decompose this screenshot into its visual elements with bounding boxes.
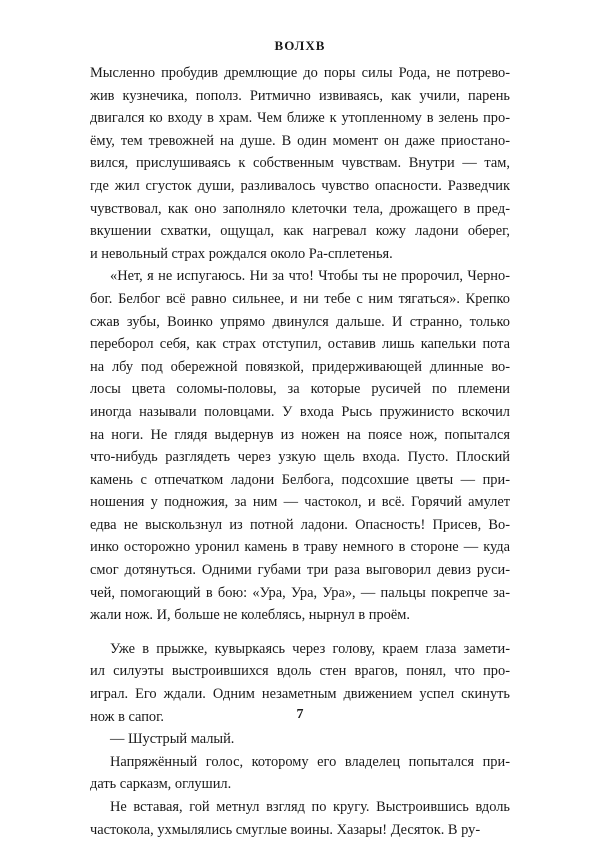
text-line: Не вставая, гой метнул взгляд по кругу. Выстроившись вдоль xyxy=(110,799,510,815)
text-line: где жил сгусток души, разливалось чувство опасности. Разведчик xyxy=(90,177,510,194)
text-line: «Нет, я не испугаюсь. Ни за что! Чтобы ты не пророчил, Черно- xyxy=(110,268,510,285)
text-line: ношения у подножия, за ним — частокол, и всё. Горячий амулет xyxy=(90,494,510,511)
text-line: двигался ко входу в храм. Чем ближе к утопленному в зелень про- xyxy=(90,110,510,127)
text-line: ёму, тем тревожней на душе. В один момент он даже приостано- xyxy=(90,132,510,149)
paragraph xyxy=(90,62,510,265)
text-line: камень с отпечатком ладони Белбога, подсохшие цветы — при- xyxy=(90,471,510,488)
text-line: чей, помогающий в бою: «Ура, Ура, Ура», — пальцы покрепче за- xyxy=(90,584,510,601)
text-line: дать сарказм, оглушил. xyxy=(90,776,232,793)
text-line: смог дотянуться. Одними губами три раза выговорил девиз руси- xyxy=(90,562,510,579)
text-line: частокола, ухмылялись смуглые воины. Хазары! Десяток. В ру- xyxy=(90,821,481,838)
text-line: инко осторожно уронил камень в траву немного в стороне — куда xyxy=(90,539,510,556)
text-line: бог. Белбог всё равно сильнее, и ни тебе с ним тягаться». Крепко xyxy=(90,290,510,307)
text-line: что-нибудь разглядеть через узкую щель входа. Пусто. Плоский xyxy=(90,449,510,466)
text-line: играл. Его ждали. Одним незаметным движением успел скинуть xyxy=(90,686,510,703)
text-line: едва не выскользнул из потной ладони. Опасность! Присев, Во- xyxy=(90,516,510,533)
text-line: — Шустрый малый. xyxy=(110,731,235,748)
page-number: 7 xyxy=(296,707,304,722)
text-line: Уже в прыжке, кувыркаясь через голову, краем глаза замети- xyxy=(110,640,510,657)
paragraph-gap xyxy=(90,627,510,638)
text-line: вился, прислушиваясь к собственным чувствам. Внутри — там, xyxy=(90,155,510,172)
text-line: и невольный страх рождался около Ра-сплетенья. xyxy=(90,245,393,262)
text-line: на ноги. Не глядя выдернув из ножен на поясе нож, попытался xyxy=(90,426,510,443)
text-line: переборол себя, как страх отступил, оставив лишь капельки пота xyxy=(90,336,510,353)
paragraph xyxy=(90,265,510,627)
text-line: жали нож. И, больше не колеблясь, нырнул в проём. xyxy=(90,607,410,624)
paragraph xyxy=(90,728,510,751)
text-line: сжав зубы, Воинко упрямо двинулся дальше. И странно, только xyxy=(90,313,510,330)
text-line: Мысленно пробудив дремлющие до поры силы Рода, не потрево- xyxy=(90,65,510,81)
text-line: ил силуэты выстроившихся вдоль стен врагов, понял, что про- xyxy=(90,663,510,680)
text-line: нож в сапог. xyxy=(90,708,165,725)
text-line: на лбу под обережной повязкой, придерживающей длинные во- xyxy=(90,358,510,375)
paragraph xyxy=(90,751,510,796)
text-line: иногда называли половцами. У входа Рысь пружинисто вскочил xyxy=(90,403,510,420)
text-line: вкушении схватки, ощущал, как нагревал кожу ладони оберег, xyxy=(90,223,510,240)
text-line: чувствовал, как оно заполняло клеточки тела, дрожащего в пред- xyxy=(90,200,510,217)
body-text xyxy=(90,62,510,841)
running-head: ВОЛХВ xyxy=(274,38,326,53)
paragraph xyxy=(90,796,510,841)
text-line: Напряжённый голос, которому его владелец попытался при- xyxy=(110,753,510,770)
text-line: лосы цвета соломы-половы, за которые русичей по племени xyxy=(90,381,510,398)
text-line: жив кузнечика, пополз. Ритмично извиваясь, как учили, парень xyxy=(90,87,510,104)
